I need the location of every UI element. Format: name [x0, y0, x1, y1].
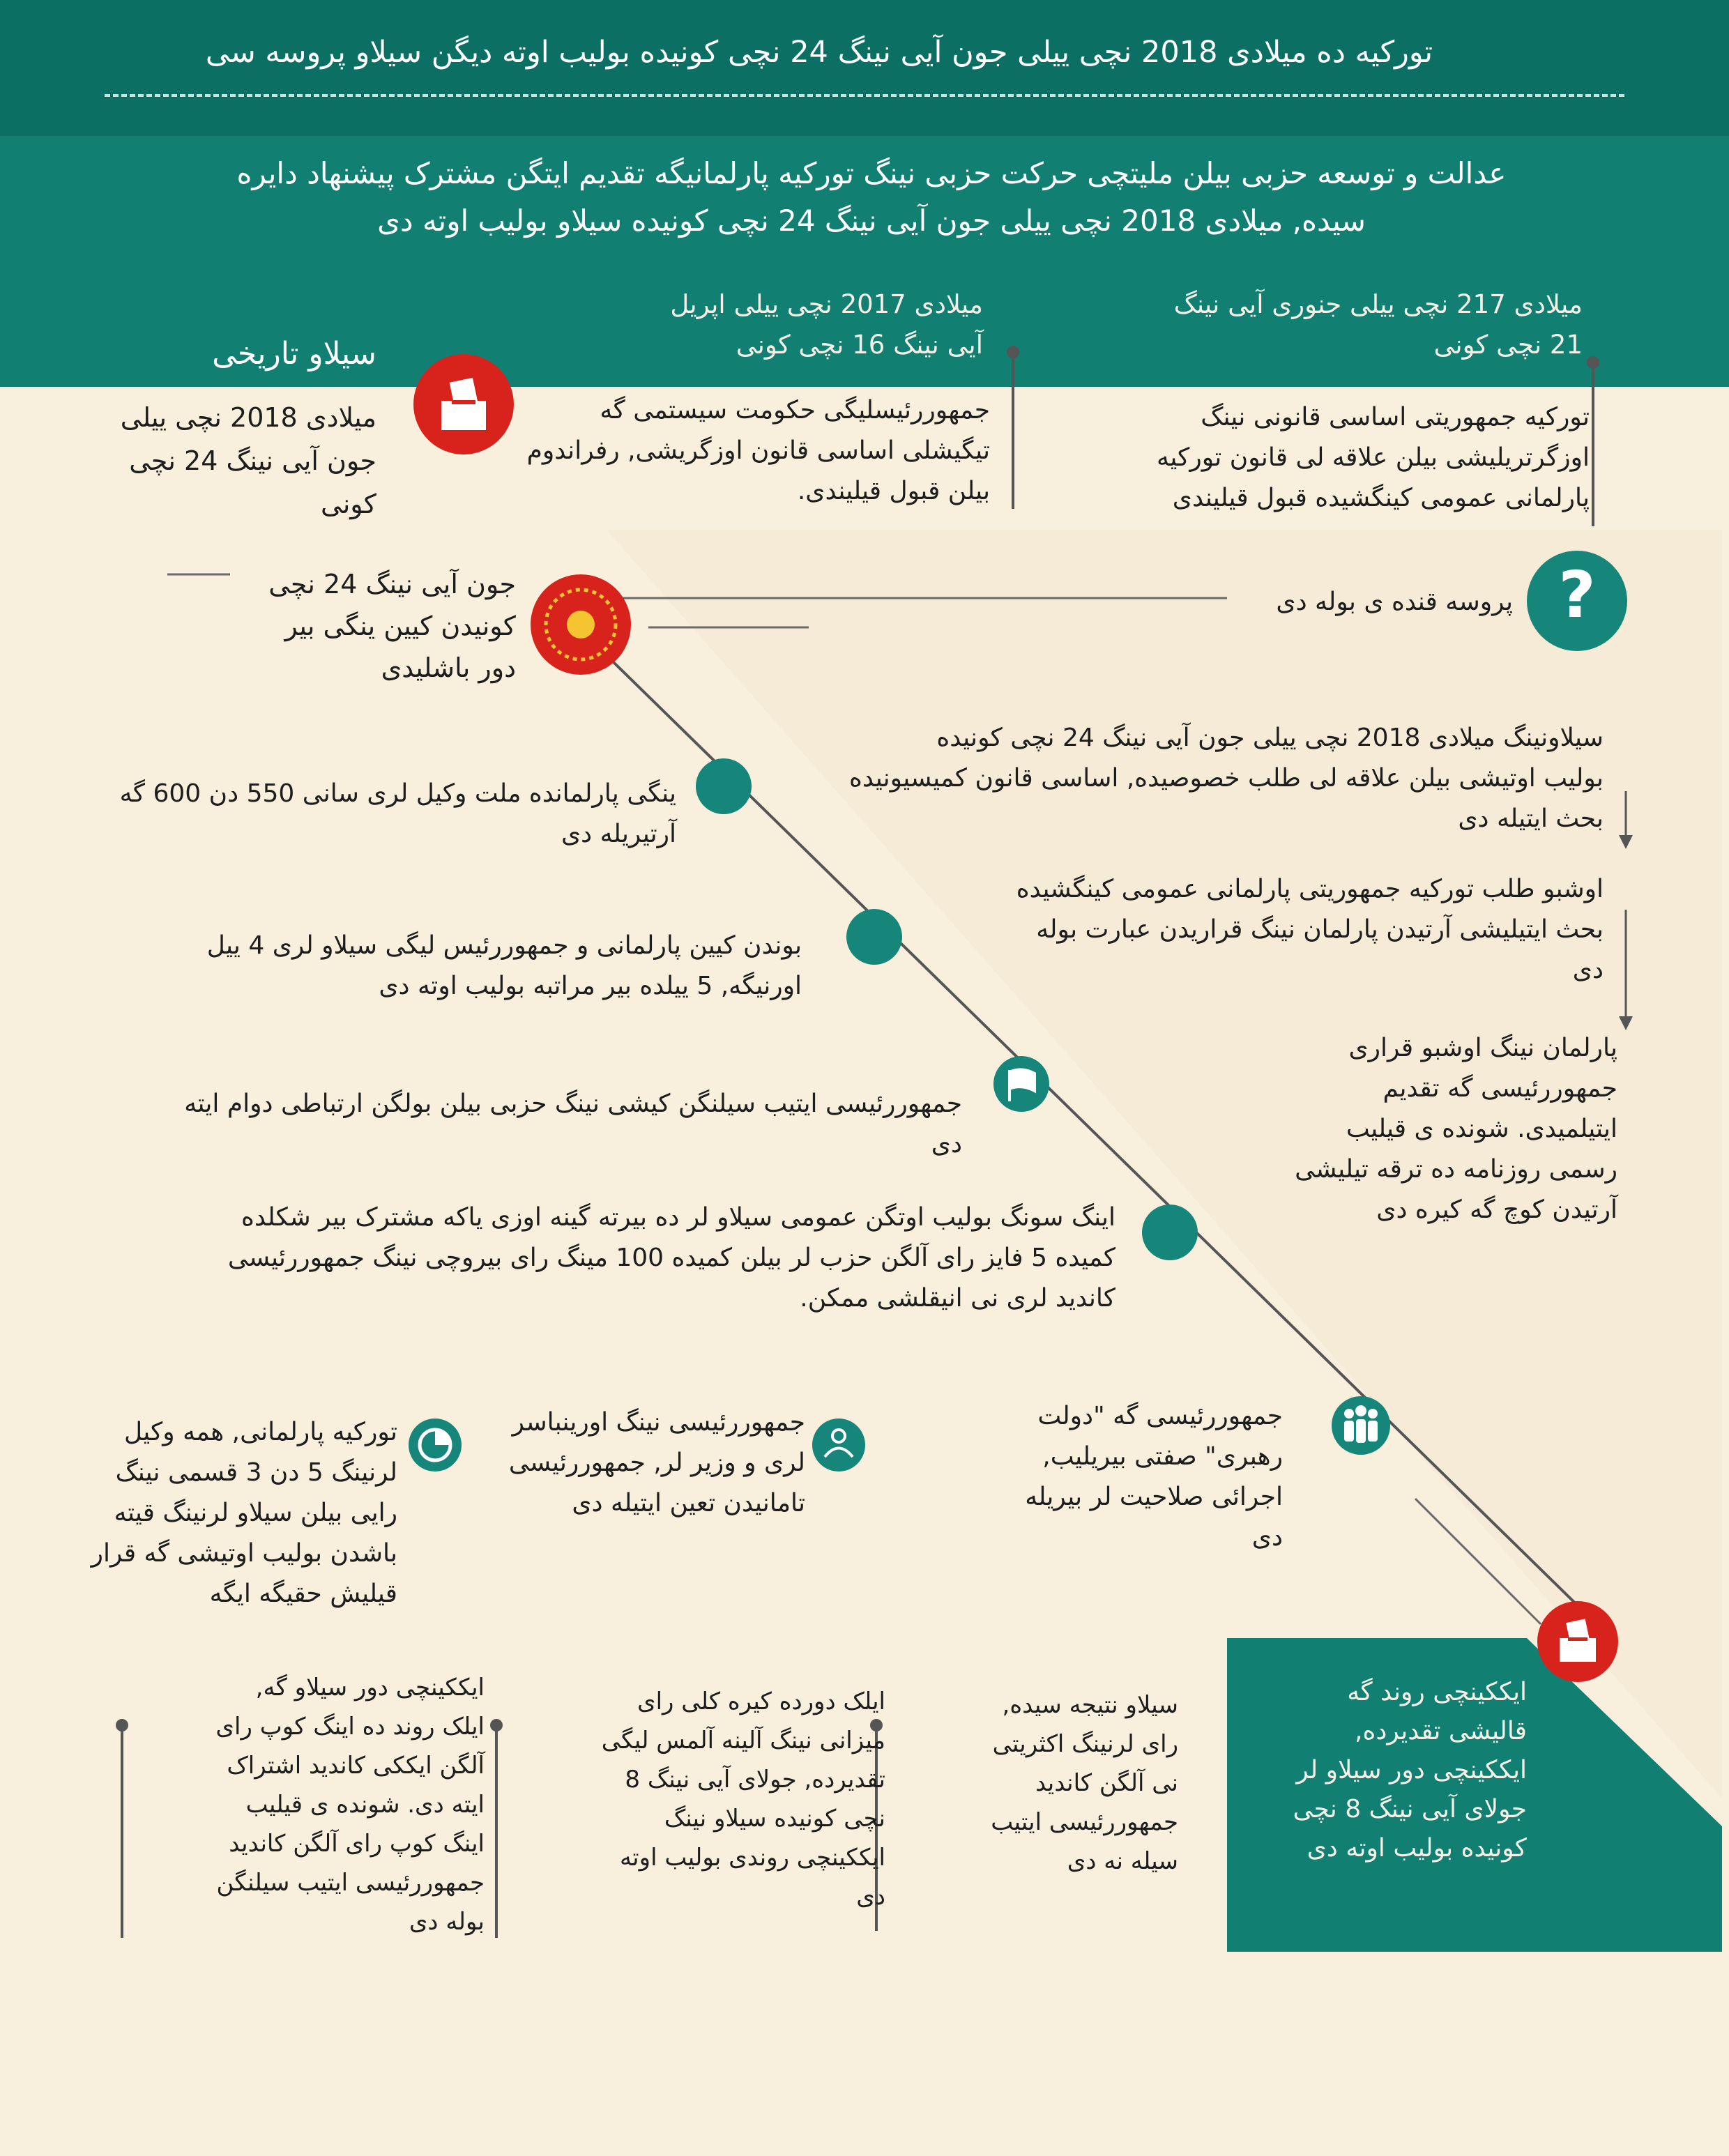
col-line: تقديرده, جولاى آيى نينگ 8	[625, 1766, 885, 1794]
col-line: جمهوررئيسى ايتيب سيلنگن	[216, 1869, 485, 1897]
col-line: دى	[856, 1883, 885, 1911]
step-line: بوليب اوتيشى بيلن علاقه لى طلب خصوصيده, اساسى قانون كميسيونيده	[848, 764, 1604, 793]
step-line: اوشبو طلب توركيه جمهوريتى پارلمانى عمومى كينگشيده	[1016, 875, 1604, 903]
step-line: دى	[1572, 956, 1604, 984]
bottom-col-second-round	[132, 1668, 485, 1941]
start-line: جون آيى نينگ 24 نچى	[268, 569, 516, 599]
minister-node	[812, 1419, 865, 1471]
col-line: ايككينچى روندى بوليب اوته	[619, 1844, 885, 1872]
col-line: سيلاو نتيجه سيده,	[1002, 1691, 1178, 1719]
start-line: كونيدن كيين ينگى بير	[284, 611, 516, 641]
step-line: پارلمان نينگ اوشبو قرارى	[1348, 1034, 1617, 1062]
step-line: بحث ايتيله دى	[1458, 804, 1604, 833]
parliament-power-text	[63, 1412, 397, 1614]
parliament-line: رايى بيلن سيلاو لرنينگ قيته	[114, 1499, 397, 1527]
event-line: توركيه جمهوريتى اساسى قانونى نينگ	[1201, 403, 1590, 431]
change-line: كانديد لرى نى انيقلشى ممكن.	[800, 1284, 1115, 1313]
bottom-col-result	[920, 1685, 1178, 1881]
step-line: بحث ايتيليشى آرتيدن پارلمان نينگ قراريدن عبارت بوله	[1036, 915, 1604, 944]
event-line: تيگيشلى اساسى قانون اوزگريشى, رفراندوم	[526, 436, 990, 465]
event-line: پارلمانى عمومى كينگشيده قبول قيليندى	[1172, 484, 1590, 512]
change-line: اينگ سونگ بوليب اوتگن عمومى سيلاو لر ده بيرته گينه اوزى ياكه مشترک بير شكلده	[241, 1203, 1115, 1232]
col-line: ايككينچى دور سيلاو گه,	[255, 1674, 485, 1702]
event-line: جمهوررئيسليگى حكومت سيستمى گه	[600, 396, 990, 425]
col-line: جمهوررئيسى ايتيب	[991, 1808, 1178, 1836]
col-line: اينگ كوپ راى آلگن كانديد	[229, 1830, 485, 1858]
president-line: جمهوررئيسى گه "دولت	[1037, 1402, 1283, 1430]
change-line: جمهوررئيسى ايتيب سيلنگن كيشى نينگ حزبى بيلن بولگن ارتباطى دوام ايته	[184, 1090, 962, 1118]
step-line: آرتيدن كوچ گه كيره دى	[1376, 1195, 1617, 1224]
change-election-term	[132, 926, 802, 1007]
box-line: كونيده بوليب اوته دى	[1307, 1834, 1527, 1863]
bottom-marker-dot-3	[490, 1719, 503, 1731]
change-line: ينگى پارلمانده ملت وكيل لرى سانى 550 دن 600 گه	[119, 779, 676, 808]
event-line: اوزگرتريليشى بيلن علاقه لى قانون توركيه	[1157, 443, 1590, 472]
intro-line-2: سيده, ميلادى 2018 نچى ييلى جون آيى نينگ 24 نچى كونيده سيلاو بوليب اوته دى	[377, 204, 1366, 238]
timeline-node-1	[696, 758, 752, 814]
president-line: دى	[1251, 1523, 1283, 1552]
process-step-2	[906, 869, 1604, 991]
col-line: آلگن ايككى كانديد اشتراک	[227, 1752, 485, 1780]
date-apr-line1: ميلادى 2017 نچى ييلى اپريل	[670, 289, 983, 319]
people-icon	[1344, 1405, 1378, 1443]
col-line: سيله نه دى	[1067, 1847, 1178, 1875]
date-apr-line2: آيى نينگ 16 نچى كونى	[736, 330, 983, 360]
col-line: راى لرنينگ اكثريتى	[992, 1730, 1178, 1758]
box-line: ايككينچى دور سيلاو لر	[1296, 1756, 1527, 1784]
box-line: ايككينچى روند گه	[1347, 1678, 1527, 1706]
intro-line-1: عدالت و توسعه حزبى بيلن مليتچى حركت حزبى نينگ توركيه پارلمانيگه تقديم ايتگن مشترک پيشنهاد دايره	[236, 156, 1507, 190]
question-mark: ?	[1558, 558, 1596, 632]
step-line: سيلاونينگ ميلادى 2018 نچى ييلى جون آيى نينگ 24 نچى كونيده	[936, 724, 1604, 752]
page-title: توركيه ده ميلادى 2018 نچى ييلى جون آيى نينگ 24 نچى كونيده بوليب اوته ديگن سيلاو پروسه سى	[205, 35, 1433, 70]
marker-dot-2017jan	[1587, 356, 1599, 369]
process-step-1	[781, 718, 1604, 839]
event-apr-2017	[474, 390, 990, 512]
col-line: ايلک دورده كيره كلى راى	[637, 1688, 885, 1715]
col-line: نچى كونيده سيلاو نينگ	[664, 1805, 885, 1833]
timeline-node-2	[846, 909, 902, 965]
col-line: نى آلگن كانديد	[1035, 1769, 1178, 1797]
start-line: دور باشليدى	[381, 652, 516, 683]
ministers-text	[457, 1402, 805, 1524]
ministers-line: تامانيدن تعين ايتيله دى	[572, 1489, 805, 1517]
second-round-box	[1241, 1673, 1527, 1868]
event-line: بيلن قبول قيليندى.	[797, 477, 990, 505]
new-term-start	[209, 563, 516, 689]
president-line: اجرائى صلاحيت لر بيريله	[1025, 1483, 1283, 1511]
parliament-line: باشدن بوليب اوتيشى گه قرار	[91, 1539, 397, 1568]
process-step-3	[1227, 1028, 1617, 1230]
col-line: ميزانى نينگ آلينه آلمس ليگى	[601, 1727, 885, 1754]
seal-center	[567, 611, 595, 639]
election-date-line: جون آيى نينگ 24 نچى	[129, 445, 376, 476]
step-line: ايتيلميدى. شونده ى قيليب	[1346, 1115, 1617, 1143]
change-line: آرتيريله دى	[561, 820, 676, 848]
election-date-line: ميلادى 2018 نچى ييلى	[120, 402, 376, 433]
date-jan-line1: ميلادى 217 نچى ييلى جنورى آيى نينگ	[1173, 289, 1583, 319]
parliament-line: توركيه پارلمانى, همه وكيل	[124, 1418, 397, 1446]
president-role-text	[962, 1396, 1283, 1558]
date-jan-2017	[1088, 284, 1583, 365]
president-line: رهبرى" صفتى بيريليب,	[1042, 1442, 1283, 1471]
parliament-line: قيليش حقيگه ايگه	[209, 1580, 397, 1608]
step-line: رسمى روزنامه ده ترقه تيليشى	[1295, 1155, 1617, 1184]
col-line: ايلک روند ده اينگ كوپ راى	[215, 1713, 485, 1741]
event-jan-2017	[1060, 397, 1590, 519]
election-date	[84, 396, 376, 526]
col-line: ايته دى. شونده ى قيليب	[245, 1791, 485, 1819]
change-line: بوندن كيين پارلمانى و جمهوررئيس ليگى سيلاو لرى 4 ييل	[206, 931, 802, 960]
change-line: دى	[931, 1130, 962, 1159]
step-line: جمهوررئيسى گه تقديم	[1383, 1074, 1617, 1103]
change-party-link	[105, 1084, 962, 1165]
date-apr-2017	[614, 284, 983, 365]
parliament-line: لرنينگ 5 دن 3 قسمى نينگ	[115, 1458, 397, 1487]
bottom-col-first-round	[530, 1682, 885, 1916]
change-line: اورنيگه, 5 ييلده بير مراتبه بوليب اوته دى	[379, 972, 802, 1000]
change-parliament-seats	[63, 774, 676, 855]
col-line: بوله دى	[409, 1908, 485, 1936]
box-line: جولاى آيى نينگ 8 نچى	[1293, 1795, 1527, 1824]
election-date-label: سيلاو تاريخى	[212, 336, 376, 372]
election-date-line: كونى	[321, 489, 376, 519]
ministers-line: لرى و وزير لر, جمهوررئيسى	[508, 1448, 805, 1477]
change-candidate-nomination	[105, 1198, 1115, 1319]
process-question: پروسه قنده ى بوله دى	[1276, 588, 1513, 616]
bottom-marker-dot-4	[116, 1719, 128, 1731]
date-jan-line2: 21 نچى كونى	[1433, 330, 1583, 360]
box-line: قالیشى تقديرده,	[1355, 1717, 1527, 1745]
marker-dot-2017	[1007, 346, 1019, 358]
timeline-node-4	[1142, 1205, 1198, 1260]
change-line: كميده 5 فايز راى آلگن حزب لر بيلن كميده 100 مينگ راى بيروچى نينگ جمهوررئيسى	[227, 1244, 1115, 1272]
ministers-line: جمهوررئيسى نينگ اورينباسر	[512, 1408, 805, 1437]
